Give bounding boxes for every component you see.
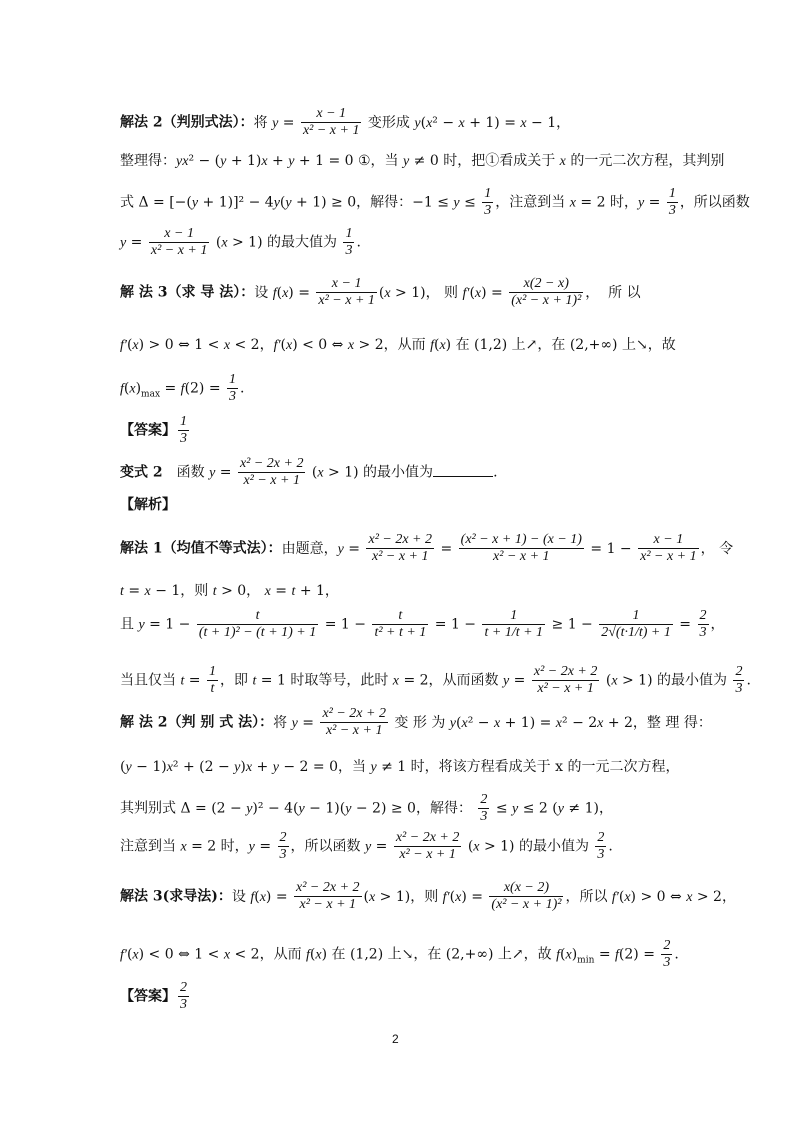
variant-method1-line2: 且 y = 1 − $\frac{t}{\text{(t + 1)² − (t + 1) + 1}}$ = 1 − $\frac{t}{\text{t² + t + 1}}$ = 1 − $\frac{1}{t + 1/t + 1}$ ≥ 1 − $\frac{1}{2√(t\cdot 1/t) + 1}$ = $\frac{2}{3}$ ， xyxy=(120,608,725,640)
page-number: 2 xyxy=(392,1032,399,1046)
method2-line1: 整理得：yx² − (y + 1)x + y + 1 = 0 ①，当 y ≠ 0 时，把①看成关于 x 的一元二次方程，其判别 xyxy=(120,153,725,169)
method3-line2: $f(x)_{max} = f(2)$ = $\frac{1}{3}$ . xyxy=(120,372,245,404)
variant-method2-line2: 其判别式 Δ = (2 − y)² − 4(y − 1)(y − 2) ≥ 0，解得： $\frac{2}{3}$ ≤ y ≤ 2 (y ≠ 1)， xyxy=(120,792,613,824)
analysis-label: 【解析】 xyxy=(120,497,176,513)
variant-2: 变式 2 函数 y = $\frac{\text{x² − 2x + 2}}{\text{x² − x + 1}}$ (x > 1) 的最小值为 . xyxy=(120,456,498,488)
answer-2: 【答案】 $\frac{2}{3}$ xyxy=(120,980,187,1012)
method3-title: 解 法 3（求 导 法）：设 f(x) = $\frac{x - 1}{\text{x² − x + 1}}$ (x > 1)， 则 f′(x) = $\frac{x(2 - x)}{\text{(x² − x + 1)²}}$ ， 所 以 xyxy=(120,276,641,308)
variant-method3-line1: f′(x) < 0 ⇔ 1 < x < 2，从而 f(x) 在 (1,2) 上↘，在 (2,+∞) 上↗，故 $f(x)_{min} = f(2)$ = $\frac{2}{3}$ . xyxy=(120,938,679,970)
method2-line2: 式 Δ = [−(y + 1)]² − 4y(y + 1) ≥ 0，解得：−1 ≤ y ≤ $\frac{1}{3}$ ，注意到当 x = 2 时，y = $\frac{1}{3}$ ，所以函数 xyxy=(120,186,750,218)
variant-method1-line1: t = x − 1，则 t > 0， x = t + 1， xyxy=(120,583,339,599)
method2-line3: y = $\frac{x - 1}{\text{x² − x + 1}}$ (x > 1) 的最大值为 $\frac{1}{3}$ . xyxy=(120,226,361,258)
answer-1: 【答案】 $\frac{1}{3}$ xyxy=(120,414,187,446)
method2-title: 解法 2（判别式法）：将 y = $\frac{x - 1}{\text{x² − x + 1}}$ 变形成 y(x² − x + 1) = x − 1， xyxy=(120,106,571,138)
variant-method1-line3: 当且仅当 t = $\frac{1}{t}$ ，即 t = 1 时取等号，此时 x = 2，从而函数 y = $\frac{\text{x² − 2x + 2}}{\text{x² − x + 1}}$ (x > 1) 的最小值为 $\frac{2}{3}$ . xyxy=(120,664,751,696)
variant-method3-title: 解法 3(求导法)：设 f(x) = $\frac{\text{x² − 2x + 2}}{\text{x² − x + 1}}$ (x > 1)，则 f′(x) = $\frac{x(x - 2)}{\text{(x² − x + 1)²}}$ ，所以 f′(x) > 0 ⇔ x > 2， xyxy=(120,880,736,912)
variant-method2-line3: 注意到当 x = 2 时，y = $\frac{2}{3}$ ，所以函数 y = $\frac{\text{x² − 2x + 2}}{\text{x² − x + 1}}$ (x > 1) 的最小值为 $\frac{2}{3}$ . xyxy=(120,830,613,862)
variant-method1-title: 解法 1（均值不等式法）：由题意，y = $\frac{\text{x² − 2x + 2}}{\text{x² − x + 1}}$ = $\frac{\text{(x² − x + 1) − (x − 1)}}{\text{x² − x + 1}}$ = 1 − $\frac{x - 1}{\text{x² − x + 1}}$ ， 令 xyxy=(120,532,734,564)
method3-line1: f′(x) > 0 ⇔ 1 < x < 2，f′(x) < 0 ⇔ x > 2，从而 f(x) 在 (1,2) 上↗，在 (2,+∞) 上↘，故 xyxy=(120,337,676,353)
variant-method2-line1: (y − 1)x² + (2 − y)x + y − 2 = 0，当 y ≠ 1 时，将该方程看成关于 x 的一元二次方程， xyxy=(120,759,680,775)
variant-method2-title: 解 法 2（判 别 式 法）：将 y = $\frac{\text{x² − 2x + 2}}{\text{x² − x + 1}}$ 变 形 为 y(x² − x + 1) = x² − 2x + 2，整 理 得： xyxy=(120,706,712,738)
